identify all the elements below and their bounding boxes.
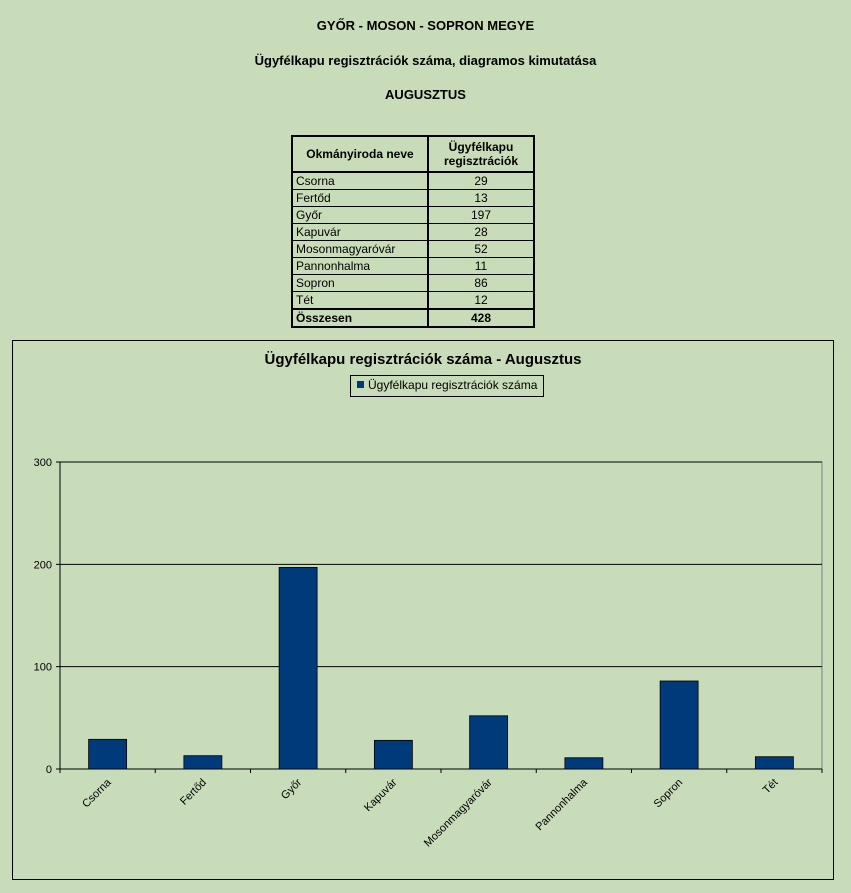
- registrations-header-line1: Ügyfélkapu: [448, 140, 514, 154]
- county-title: GYŐR - MOSON - SOPRON MEGYE: [316, 18, 535, 33]
- x-tick-label: Mosonmagyaróvár: [421, 776, 495, 850]
- table-row: [292, 241, 534, 258]
- bar-fertőd: [184, 756, 222, 769]
- office-name-cell: Sopron: [292, 275, 428, 292]
- x-tick-label: Kapuvár: [362, 776, 400, 815]
- x-tick-label: Fertőd: [178, 776, 209, 808]
- office-name-cell: Mosonmagyaróvár: [292, 241, 428, 258]
- bar-tét: [755, 757, 793, 769]
- table-total-row: [292, 309, 534, 327]
- bar-győr: [279, 567, 317, 769]
- registrations-cell: 11: [428, 258, 534, 275]
- bar-chart-plot: [13, 341, 833, 879]
- table-row: [292, 258, 534, 275]
- x-tick-label: Pannonhalma: [533, 776, 590, 834]
- registrations-table: [291, 135, 535, 328]
- office-name-cell: Pannonhalma: [292, 258, 428, 275]
- y-tick-label: 300: [33, 457, 52, 469]
- table-row: [292, 190, 534, 207]
- table-row: [292, 207, 534, 224]
- y-tick-label: 100: [33, 661, 52, 674]
- registrations-cell: 28: [428, 224, 534, 241]
- office-name-header: Okmányiroda neve: [292, 136, 428, 172]
- bar-csorna: [89, 739, 127, 769]
- x-tick-label: Tét: [760, 776, 781, 797]
- table-row: [292, 172, 534, 190]
- registrations-cell: 86: [428, 275, 534, 292]
- registrations-cell: 13: [428, 190, 534, 207]
- table-row: [292, 292, 534, 310]
- total-label: Összesen: [292, 309, 428, 327]
- bar-mosonmagyaróvár: [470, 716, 508, 769]
- registrations-cell: 197: [428, 207, 534, 224]
- registrations-header-line2: regisztrációk: [443, 154, 519, 168]
- bar-kapuvár: [374, 740, 412, 769]
- report-subtitle: Ügyfélkapu regisztrációk száma, diagramos kimutatása: [254, 53, 597, 68]
- bar-sopron: [660, 681, 698, 769]
- table-row: [292, 224, 534, 241]
- total-value: 428: [428, 309, 534, 327]
- office-name-cell: Kapuvár: [292, 224, 428, 241]
- office-name-cell: Tét: [292, 292, 428, 310]
- y-tick-label: 0: [45, 764, 52, 776]
- chart-area: [12, 340, 834, 880]
- registrations-cell: 12: [428, 292, 534, 310]
- registrations-cell: 52: [428, 241, 534, 258]
- table-header-row: [292, 136, 534, 172]
- plot-border: [60, 462, 822, 769]
- bar-pannonhalma: [565, 758, 603, 769]
- office-name-cell: Győr: [292, 207, 428, 224]
- x-tick-label: Győr: [278, 776, 305, 802]
- month-title: AUGUSZTUS: [385, 87, 466, 102]
- chart-title: Ügyfélkapu regisztrációk száma - Augusztus: [264, 351, 582, 368]
- table-row: [292, 275, 534, 292]
- office-name-cell: Fertőd: [292, 190, 428, 207]
- office-name-cell: Csorna: [292, 172, 428, 190]
- legend-label: Ügyfélkapu regisztrációk száma: [368, 378, 538, 392]
- x-tick-label: Csorna: [80, 776, 114, 811]
- registrations-cell: 29: [428, 172, 534, 190]
- x-tick-label: Sopron: [651, 776, 686, 811]
- y-tick-label: 200: [33, 559, 52, 572]
- registrations-header: [428, 136, 534, 172]
